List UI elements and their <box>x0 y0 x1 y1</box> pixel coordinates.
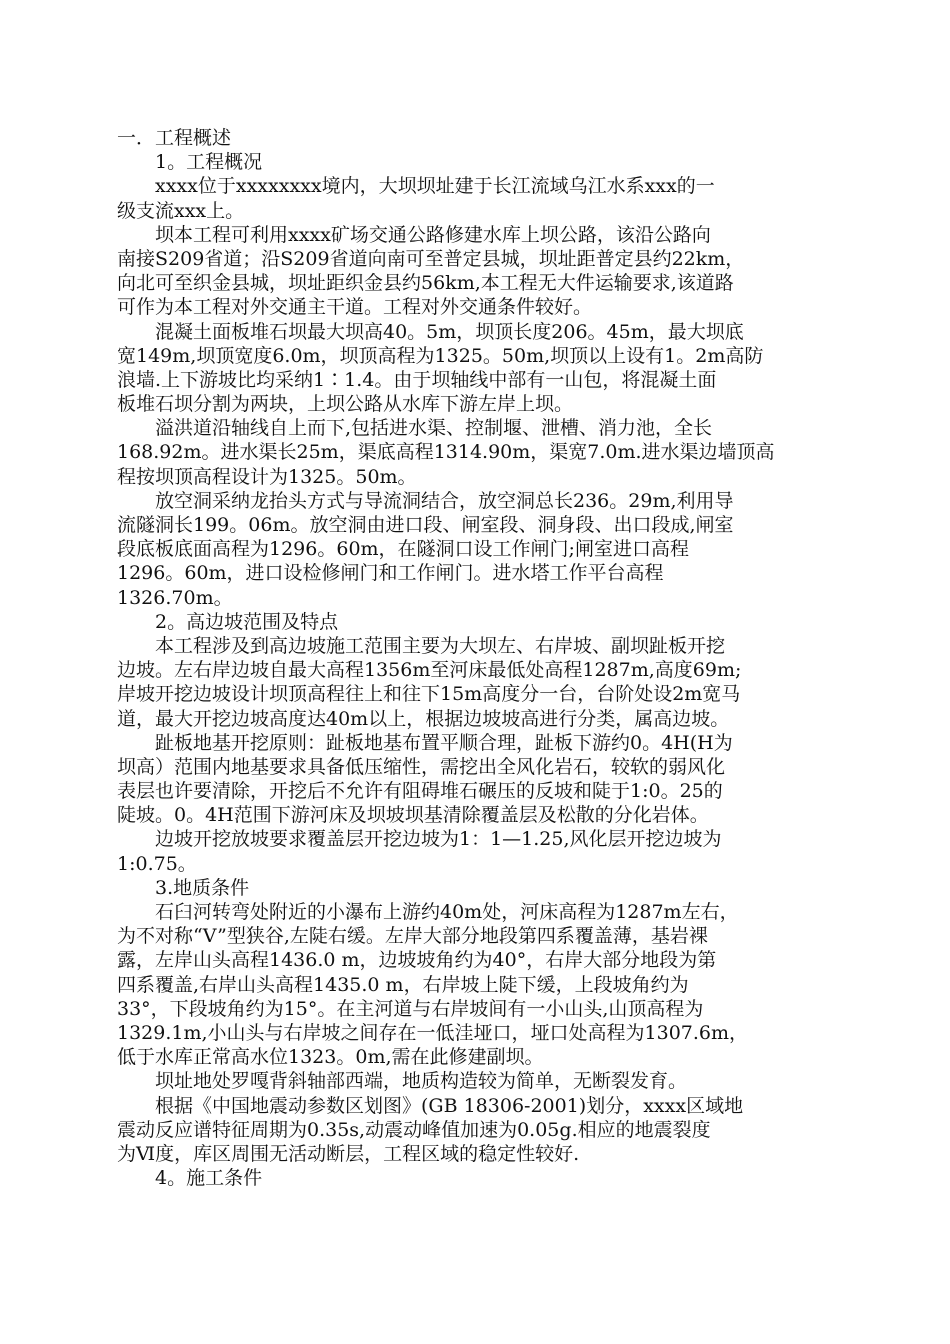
text-line: 可作为本工程对外交通主干道。工程对外交通条件较好。 <box>117 296 593 319</box>
text-line: 溢洪道沿轴线自上而下,包括进水渠、控制堰、泄槽、消力池，全长 <box>155 417 713 440</box>
text-line: xxxx位于xxxxxxxx境内，大坝坝址建于长江流域乌江水系xxx的一 <box>155 175 715 198</box>
text-line: 168.92m。进水渠长25m，渠底高程1314.90m，渠宽7.0m.进水渠边墙顶高 <box>117 441 775 464</box>
text-line: 震动反应谱特征周期为0.35s,动震动峰值加速为0.05g.相应的地震裂度 <box>117 1118 711 1141</box>
text-line: 3.地质条件 <box>155 876 250 899</box>
text-line: 边坡开挖放坡要求覆盖层开挖边坡为1：1—1.25,风化层开挖边坡为 <box>155 828 722 851</box>
text-line: 表层也许要清除，开挖后不允许有阻碍堆石碾压的反坡和陡于1:0。25的 <box>117 780 723 803</box>
text-line: 1296。60m，进口设检修闸门和工作闸门。进水塔工作平台高程 <box>117 562 664 585</box>
text-line: 根据《中国地震动参数区划图》(GB 18306-2001)划分，xxxx区域地 <box>155 1094 744 1117</box>
text-line: 板堆石坝分割为两块，上坝公路从水库下游左岸上坝。 <box>117 393 574 416</box>
text-line: 段底板底面高程为1296。60m，在隧洞口设工作闸门;闸室进口高程 <box>117 538 689 561</box>
text-line: 边坡。左右岸边坡自最大高程1356m至河床最低处高程1287m,高度69m; <box>117 659 742 682</box>
text-line: 为不对称“V”型狭谷,左陡右缓。左岸大部分地段第四系覆盖薄，基岩裸 <box>117 925 708 948</box>
text-line: 一．工程概述 <box>117 127 232 149</box>
text-line: 岸坡开挖边坡设计坝顶高程往上和往下15m高度分一台，台阶处设2m宽马 <box>117 683 741 706</box>
text-line: 程按坝顶高程设计为1325。50m。 <box>117 465 417 488</box>
text-line: 低于水库正常高水位1323。0m,需在此修建副坝。 <box>117 1046 544 1069</box>
text-line: 四系覆盖,右岸山头高程1435.0 m，右岸坡上陡下缓，上段坡角约为 <box>117 973 689 996</box>
text-line: 混凝土面板堆石坝最大坝高40。5m，坝顶长度206。45m，最大坝底 <box>155 320 744 343</box>
text-line: 宽149m,坝顶宽度6.0m，坝顶高程为1325。50m,坝顶以上设有1。2m高防 <box>117 344 764 367</box>
text-line: 为Ⅵ度，库区周围无活动断层，工程区域的稳定性较好. <box>117 1142 580 1165</box>
text-line: 坝高）范围内地基要求具备低压缩性，需挖出全风化岩石，较软的弱风化 <box>117 755 726 778</box>
text-line: 1326.70m。 <box>117 586 233 609</box>
document-body <box>117 126 839 1190</box>
text-line: 向北可至织金县城，坝址距织金县约56km,本工程无大件运输要求,该道路 <box>117 272 734 295</box>
text-line: 1329.1m,小山头与右岸坡之间存在一低洼垭口，垭口处高程为1307.6m， <box>117 1021 749 1044</box>
text-line: 1:0.75。 <box>117 852 197 875</box>
text-line: 陡坡。0。4H范围下游河床及坝坡坝基清除覆盖层及松散的分化岩体。 <box>117 804 709 827</box>
text-line: 级支流xxx上。 <box>117 199 245 222</box>
text-line: 坝本工程可利用xxxx矿场交通公路修建水库上坝公路，该沿公路向 <box>155 223 711 246</box>
text-line: 浪墙.上下游坡比均采纳1∶1.4。由于坝轴线中部有一山包，将混凝土面 <box>117 368 717 391</box>
text-line: 2。高边坡范围及特点 <box>155 610 339 633</box>
text-line: 石臼河转弯处附近的小瀑布上游约40m处，河床高程为1287m左右， <box>155 901 739 923</box>
text-line: 趾板地基开挖原则：趾板地基布置平顺合理，趾板下游约0。4H(H为 <box>155 731 733 754</box>
text-line: 放空洞采纳龙抬头方式与导流洞结合，放空洞总长236。29m,利用导 <box>155 489 734 512</box>
text-line: 流隧洞长199。06m。放空洞由进口段、闸室段、洞身段、出口段成,闸室 <box>117 514 734 536</box>
text-line: 1。工程概况 <box>155 151 263 174</box>
text-line: 露，左岸山头高程1436.0 m，边坡坡角约为40°，右岸大部分地段为第 <box>117 949 717 972</box>
text-line: 33°，下段坡角约为15°。在主河道与右岸坡间有一小山头,山顶高程为 <box>117 997 704 1020</box>
text-line: 4。施工条件 <box>155 1167 263 1190</box>
text-line: 坝址地处罗嘎背斜轴部西端，地质构造较为简单，无断裂发育。 <box>155 1070 688 1093</box>
text-line: 南接S209省道；沿S209省道向南可至普定县城，坝址距普定县约22km， <box>117 247 745 270</box>
text-line: 道，最大开挖边坡高度达40m以上，根据边坡坡高进行分类，属高边坡。 <box>117 707 730 730</box>
text-line: 本工程涉及到高边坡施工范围主要为大坝左、右岸坡、副坝趾板开挖 <box>155 634 726 657</box>
